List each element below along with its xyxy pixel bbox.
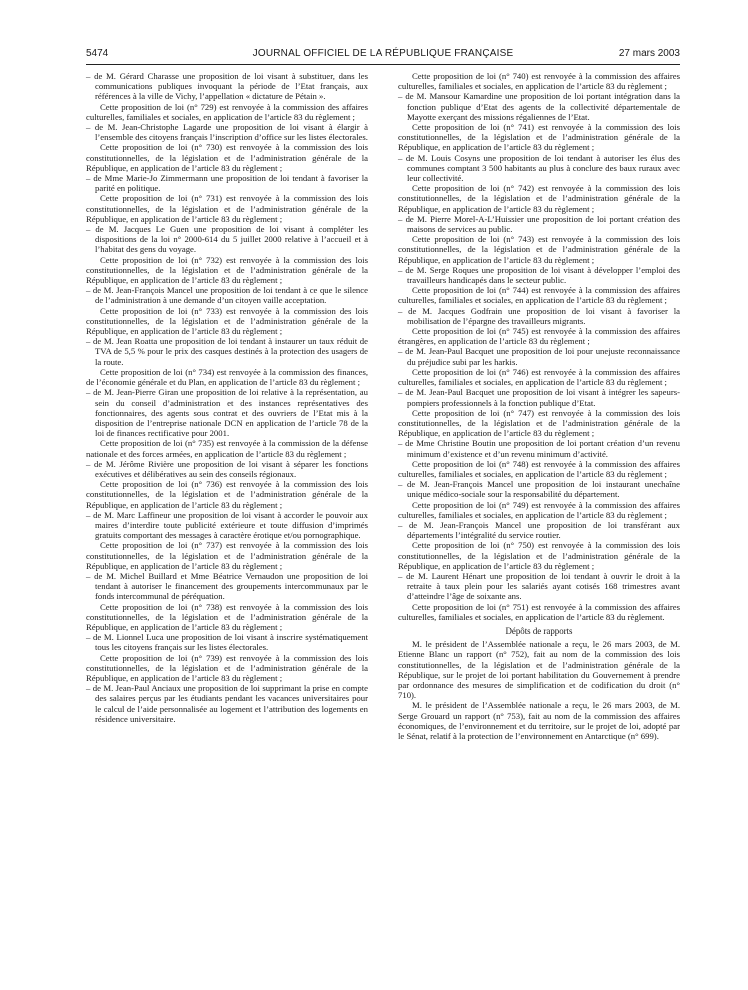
referral-note: Cette proposition de loi (n° 732) est renvoyée à la commission des lois constitutionnelles, de la législation et de l’administration générale de la République, en application de l’article 83 du règlement ; bbox=[86, 254, 368, 286]
proposal-entry: – de M. Marc Laffineur une proposition de loi visant à accorder le pouvoir aux maires d’interdire toute publicité extérieure et toute diffusion d’imprimés gratuits comportant des messages à caractère érotique et/ou pornographique. bbox=[86, 509, 368, 541]
proposal-entry: – de Mme Christine Boutin une proposition de loi portant création d’un revenu minimum d’existence et d’un revenu minimum d’activité. bbox=[398, 438, 680, 459]
proposal-entry: – de M. Jean-Pierre Giran une proposition de loi relative à la représentation, au sein du conseil d’administration et des instances représentatives des fonctionnaires, des agents sous contrat et des ouvriers de l’Etat mis à la disposition de l’entreprise nationale DCN en application de l’article 78 de la loi de finances rectificative pour 2001. bbox=[86, 387, 368, 439]
referral-note: Cette proposition de loi (n° 740) est renvoyée à la commission des affaires culturelles, familiales et sociales, en application de l’article 83 du règlement ; bbox=[398, 71, 680, 92]
referral-note: Cette proposition de loi (n° 731) est renvoyée à la commission des lois constitutionnelles, de la législation et de l’administration générale de la République, en application de l’article 83 du règlement ; bbox=[86, 193, 368, 224]
referral-note: Cette proposition de loi (n° 733) est renvoyée à la commission des lois constitutionnelles, de la législation et de l’administration générale de la République, en application de l’article 83 du règlement ; bbox=[86, 305, 368, 337]
proposal-entry: – de M. Laurent Hénart une proposition de loi tendant à ouvrir le droit à la retraite à taux plein pour les salariés ayant cotisés 168 trimestres avant d’atteindre l’âge de soixante ans. bbox=[398, 570, 680, 602]
proposal-entry: – de M. Jean-François Mancel une proposition de loi tendant à ce que le silence de l’administration à une demande d’un citoyen vaille acceptation. bbox=[86, 285, 368, 306]
referral-note: Cette proposition de loi (n° 747) est renvoyée à la commission des lois constitutionnelles, de la législation et de l’administration générale de la République, en application de l’article 83 du règlement ; bbox=[398, 407, 680, 439]
referral-note: Cette proposition de loi (n° 744) est renvoyée à la commission des affaires culturelles, familiales et sociales, en application de l’article 83 du règlement ; bbox=[398, 285, 680, 306]
left-column bbox=[86, 71, 368, 724]
proposal-entry: – de M. Pierre Morel-A-L’Huissier une proposition de loi portant création des maisons de services au public. bbox=[398, 213, 680, 235]
right-column bbox=[398, 71, 680, 741]
proposal-entry: – de M. Jacques Godfrain une proposition de loi visant à favoriser la mobilisation de l’épargne des travailleurs migrants. bbox=[398, 305, 680, 326]
section-heading: Dépôts de rapports bbox=[505, 625, 573, 636]
page-header bbox=[86, 48, 680, 62]
proposal-entry: – de M. Jean-François Mancel une proposition de loi transférant aux départements l’intégralité du service routier. bbox=[398, 519, 680, 541]
referral-note: Cette proposition de loi (n° 735) est renvoyée à la commission de la défense nationale et des forces armées, en application de l’article 83 du règlement ; bbox=[86, 438, 368, 459]
report-paragraph: M. le président de l’Assemblée nationale a reçu, le 26 mars 2003, de M. Serge Grouard un rapport (n° 753), fait au nom de la commission des affaires économiques, de l’environnement et du territoire, sur le projet de loi, adopté par le Sénat, relatif à la protection de l’environnement en Antarctique (n° 699). bbox=[398, 700, 680, 741]
referral-note: Cette proposition de loi (n° 750) est renvoyée à la commission des lois constitutionnelles, de la législation et de l’administration générale de la République, en application de l’article 83 du règlement ; bbox=[398, 540, 680, 571]
referral-note: Cette proposition de loi (n° 742) est renvoyée à la commission des lois constitutionnelles, de la législation et de l’administration générale de la République, en application de l’article 83 du règlement ; bbox=[398, 183, 680, 214]
referral-note: Cette proposition de loi (n° 745) est renvoyée à la commission des affaires étrangères, en application de l’article 83 du règlement ; bbox=[398, 326, 680, 347]
proposal-entry: – de M. Gérard Charasse une proposition de loi visant à substituer, dans les communications publiques invoquant la période de l’Etat français, aux références à la ville de Vichy, l’appellation « dictature de Pétain ». bbox=[86, 71, 368, 102]
proposal-entry: – de Mme Marie-Jo Zimmermann une proposition de loi tendant à favoriser la parité en politique. bbox=[86, 173, 368, 194]
proposal-entry: – de M. Jérôme Rivière une proposition de loi visant à séparer les fonctions exécutives et délibératives au sein des conseils régionaux. bbox=[86, 458, 368, 479]
proposal-entry: – de M. Jean Roatta une proposition de loi tendant à instaurer un taux réduit de TVA de 5,5 % pour le prix des casques destinés à la protection des usagers de la route. bbox=[86, 336, 368, 367]
proposal-entry: – de M. Jacques Le Guen une proposition de loi visant à compléter les dispositions de la loi n° 2000-614 du 5 juillet 2000 relative à l’accueil et à l’habitat des gens du voyage. bbox=[86, 224, 368, 255]
proposal-entry: – de M. Jean-François Mancel une proposition de loi instaurant unechaîne unique médico-sociale sour la responsabilité du département. bbox=[398, 479, 680, 500]
proposal-entry: – de M. Jean-Christophe Lagarde une proposition de loi visant à élargir à l’ensemble des citoyens français l’inscription d’office sur les listes électorales. bbox=[86, 122, 368, 143]
header-rule bbox=[86, 64, 680, 65]
referral-note: Cette proposition de loi (n° 743) est renvoyée à la commission des lois constitutionnelles, de la législation et de l’administration générale de la République, en application de l’article 83 du règlement ; bbox=[398, 234, 680, 265]
referral-note: Cette proposition de loi (n° 736) est renvoyée à la commission des lois constitutionnelles, de la législation et de l’administration générale de la République, en application de l’article 83 du règlement ; bbox=[86, 479, 368, 510]
proposal-entry: – de M. Mansour Kamardine une proposition de loi portant intégration dans la fonction publique d’Etat des agents de la collectivité départementale de Mayotte exerçant des missions régaliennes de l’Etat. bbox=[398, 91, 680, 122]
proposal-entry: – de M. Jean-Paul Anciaux une proposition de loi supprimant la prise en compte des salaires perçus par les étudiants pendant les vacances universitaires pour le calcul de l’aide personnalisée au logement et l’attribution des logements en résidence universitaire. bbox=[86, 683, 368, 724]
referral-note: Cette proposition de loi (n° 741) est renvoyée à la commission des lois constitutionnelles, de la législation et de l’administration générale de la République, en application de l’article 83 du règlement ; bbox=[398, 122, 680, 153]
proposal-entry: – de M. Jean-Paul Bacquet une proposition de loi visant à intégrer les sapeurs-pompiers professionnels à la fonction publique d’Etat. bbox=[398, 387, 680, 408]
referral-note: Cette proposition de loi (n° 739) est renvoyée à la commission des lois constitutionnelles, de la législation et de l’administration générale de la République, en application de l’article 83 du règlement ; bbox=[86, 652, 368, 683]
referral-note: Cette proposition de loi (n° 749) est renvoyée à la commission des affaires culturelles, familiales et sociales, en application de l’article 83 du règlement ; bbox=[398, 499, 680, 520]
referral-note: Cette proposition de loi (n° 746) est renvoyée à la commission des affaires culturelles, familiales et sociales, en application de l’article 83 du règlement ; bbox=[398, 366, 680, 388]
report-paragraph: M. le président de l’Assemblée nationale a reçu, le 26 mars 2003, de M. Etienne Blanc un rapport (n° 752), fait au nom de la commission des lois constitutionnelles, de la législation et de l’administration générale de la République, sur le projet de loi portant habilitation du Gouvernement à prendre par ordonnance des mesures de simplification et de codification du droit (n° 710). bbox=[398, 639, 680, 701]
proposal-entry: – de M. Michel Buillard et Mme Béatrice Vernaudon une proposition de loi tendant à autoriser le financement des groupements intercommunaux par le fonds intercommunal de péréquation. bbox=[86, 570, 368, 602]
referral-note: Cette proposition de loi (n° 748) est renvoyée à la commission des affaires culturelles, familiales et sociales, en application de l’article 83 du règlement ; bbox=[398, 458, 680, 479]
referral-note: Cette proposition de loi (n° 734) est renvoyée à la commission des finances, de l’économie générale et du Plan, en application de l’article 83 du règlement ; bbox=[86, 366, 368, 388]
issue-date: 27 mars 2003 bbox=[618, 48, 680, 59]
referral-note: Cette proposition de loi (n° 737) est renvoyée à la commission des lois constitutionnelles, de la législation et de l’administration générale de la République, en application de l’article 83 du règlement ; bbox=[86, 540, 368, 571]
page-number: 5474 bbox=[86, 48, 109, 59]
referral-note: Cette proposition de loi (n° 729) est renvoyée à la commission des affaires culturelles, familiales et sociales, en application de l’article 83 du règlement ; bbox=[86, 101, 368, 122]
journal-title: JOURNAL OFFICIEL DE LA RÉPUBLIQUE FRANÇAISE bbox=[252, 48, 514, 59]
referral-note: Cette proposition de loi (n° 730) est renvoyée à la commission des lois constitutionnelles, de la législation et de l’administration générale de la République, en application de l’article 83 du règlement ; bbox=[86, 142, 368, 173]
proposal-entry: – de M. Jean-Paul Bacquet une proposition de loi pour unejuste reconnaissance du préjudice subi par les harkis. bbox=[398, 346, 680, 367]
proposal-entry: – de M. Louis Cosyns une proposition de loi tendant à autoriser les élus des communes comptant 3 500 habitants au plus à conclure des baux ruraux avec leur collectivité. bbox=[398, 152, 680, 184]
referral-note: Cette proposition de loi (n° 738) est renvoyée à la commission des lois constitutionnelles, de la législation et de l’administration générale de la République, en application de l’article 83 du règlement ; bbox=[86, 601, 368, 632]
proposal-entry: – de M. Serge Roques une proposition de loi visant à développer l’emploi des travailleurs handicapés dans le secteur public. bbox=[398, 264, 680, 286]
referral-note: Cette proposition de loi (n° 751) est renvoyée à la commission des affaires culturelles, familiales et sociales, en application de l’article 83 du règlement. bbox=[398, 601, 680, 622]
proposal-entry: – de M. Lionnel Luca une proposition de loi visant à inscrire systématiquement tous les citoyens français sur les listes électorales. bbox=[86, 632, 368, 653]
